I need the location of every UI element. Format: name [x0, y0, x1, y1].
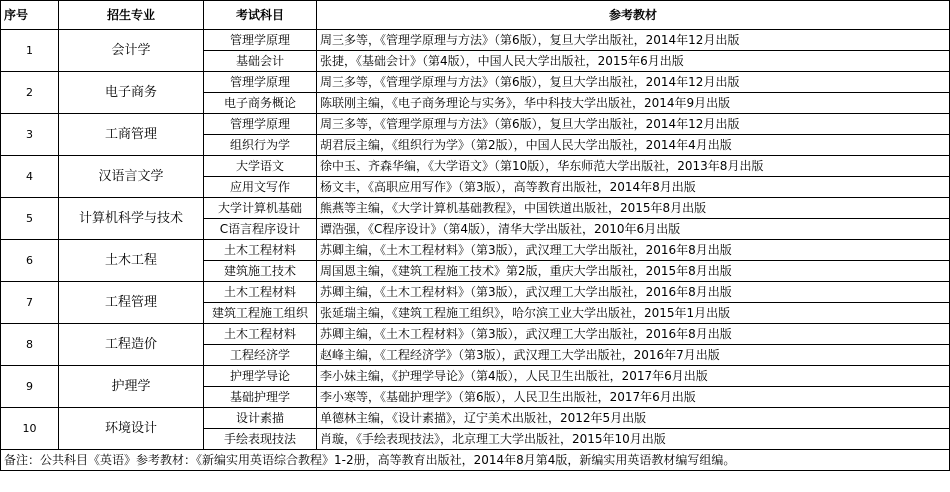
- table-row: [1, 114, 950, 135]
- seq-cell: 6: [1, 240, 59, 282]
- header-seq: 序号: [1, 1, 59, 30]
- table-row: [1, 282, 950, 303]
- book-cell: 周三多等，《管理学原理与方法》（第6版），复旦大学出版社，2014年12月出版: [317, 72, 950, 93]
- book-cell: 周三多等，《管理学原理与方法》（第6版），复旦大学出版社，2014年12月出版: [317, 30, 950, 51]
- major-cell: 土木工程: [59, 240, 204, 282]
- subject-cell: 组织行为学: [204, 135, 317, 156]
- header-major: 招生专业: [59, 1, 204, 30]
- book-cell: 徐中玉、齐森华编，《大学语文》（第10版），华东师范大学出版社，2013年8月出版: [317, 156, 950, 177]
- table-row: [1, 156, 950, 177]
- book-cell: 周国恩主编，《建筑工程施工技术》第2版，重庆大学出版社，2015年8月出版: [317, 261, 950, 282]
- table-row: [1, 72, 950, 93]
- subject-cell: 管理学原理: [204, 30, 317, 51]
- major-cell: 护理学: [59, 366, 204, 408]
- subject-cell: 建筑工程施工组织: [204, 303, 317, 324]
- book-cell: 李小寒等，《基础护理学》（第6版），人民卫生出版社，2017年6月出版: [317, 387, 950, 408]
- subject-cell: 土木工程材料: [204, 324, 317, 345]
- major-cell: 工程管理: [59, 282, 204, 324]
- subject-cell: 电子商务概论: [204, 93, 317, 114]
- seq-cell: 8: [1, 324, 59, 366]
- book-cell: 张延瑞主编，《建筑工程施工组织》，哈尔滨工业大学出版社，2015年1月出版: [317, 303, 950, 324]
- book-cell: 肖璇，《手绘表现技法》，北京理工大学出版社，2015年10月出版: [317, 429, 950, 450]
- subject-cell: 土木工程材料: [204, 240, 317, 261]
- table-row: [1, 408, 950, 429]
- book-cell: 苏卿主编，《土木工程材料》（第3版），武汉理工大学出版社，2016年8月出版: [317, 282, 950, 303]
- major-cell: 计算机科学与技术: [59, 198, 204, 240]
- subject-cell: 应用文写作: [204, 177, 317, 198]
- book-cell: 赵峰主编，《工程经济学》（第3版），武汉理工大学出版社，2016年7月出版: [317, 345, 950, 366]
- seq-cell: 10: [1, 408, 59, 450]
- table-body: [1, 30, 950, 471]
- header-book: 参考教材: [317, 1, 950, 30]
- seq-cell: 1: [1, 30, 59, 72]
- seq-cell: 9: [1, 366, 59, 408]
- note-row: [1, 450, 950, 471]
- table-row: [1, 240, 950, 261]
- book-cell: 单德林主编，《设计素描》，辽宁美术出版社，2012年5月出版: [317, 408, 950, 429]
- book-cell: 胡君辰主编，《组织行为学》（第2版），中国人民大学出版社，2014年4月出版: [317, 135, 950, 156]
- table-row: [1, 366, 950, 387]
- book-cell: 熊燕等主编，《大学计算机基础教程》，中国铁道出版社，2015年8月出版: [317, 198, 950, 219]
- subject-cell: 基础护理学: [204, 387, 317, 408]
- table-row: [1, 324, 950, 345]
- major-cell: 工程造价: [59, 324, 204, 366]
- book-cell: 苏卿主编，《土木工程材料》（第3版），武汉理工大学出版社，2016年8月出版: [317, 324, 950, 345]
- subject-cell: 基础会计: [204, 51, 317, 72]
- subject-cell: 管理学原理: [204, 114, 317, 135]
- subject-cell: 设计素描: [204, 408, 317, 429]
- major-cell: 电子商务: [59, 72, 204, 114]
- book-cell: 谭浩强，《C程序设计》（第4版），清华大学出版社，2010年6月出版: [317, 219, 950, 240]
- subject-cell: 大学计算机基础: [204, 198, 317, 219]
- book-cell: 周三多等，《管理学原理与方法》（第6版），复旦大学出版社，2014年12月出版: [317, 114, 950, 135]
- table-row: [1, 198, 950, 219]
- seq-cell: 5: [1, 198, 59, 240]
- major-cell: 工商管理: [59, 114, 204, 156]
- book-cell: 陈联刚主编，《电子商务理论与实务》，华中科技大学出版社，2014年9月出版: [317, 93, 950, 114]
- header-subject: 考试科目: [204, 1, 317, 30]
- major-cell: 会计学: [59, 30, 204, 72]
- subject-cell: 手绘表现技法: [204, 429, 317, 450]
- table-row: [1, 30, 950, 51]
- book-cell: 苏卿主编，《土木工程材料》（第3版），武汉理工大学出版社，2016年8月出版: [317, 240, 950, 261]
- book-cell: 张捷，《基础会计》（第4版），中国人民大学出版社，2015年6月出版: [317, 51, 950, 72]
- seq-cell: 3: [1, 114, 59, 156]
- seq-cell: 7: [1, 282, 59, 324]
- subject-cell: 护理学导论: [204, 366, 317, 387]
- subject-cell: C语言程序设计: [204, 219, 317, 240]
- book-cell: 杨文丰，《高职应用写作》（第3版），高等教育出版社，2014年8月出版: [317, 177, 950, 198]
- seq-cell: 4: [1, 156, 59, 198]
- book-cell: 李小妹主编，《护理学导论》（第4版），人民卫生出版社，2017年6月出版: [317, 366, 950, 387]
- subject-cell: 土木工程材料: [204, 282, 317, 303]
- seq-cell: 2: [1, 72, 59, 114]
- subject-cell: 工程经济学: [204, 345, 317, 366]
- major-cell: 环境设计: [59, 408, 204, 450]
- subject-cell: 大学语文: [204, 156, 317, 177]
- subject-cell: 管理学原理: [204, 72, 317, 93]
- footnote: 备注：公共科目《英语》参考教材：《新编实用英语综合教程》1-2册，高等教育出版社，2014年8月第4版，新编实用英语教材编写组编。: [1, 450, 950, 471]
- header-row: [1, 1, 950, 30]
- major-cell: 汉语言文学: [59, 156, 204, 198]
- subject-cell: 建筑施工技术: [204, 261, 317, 282]
